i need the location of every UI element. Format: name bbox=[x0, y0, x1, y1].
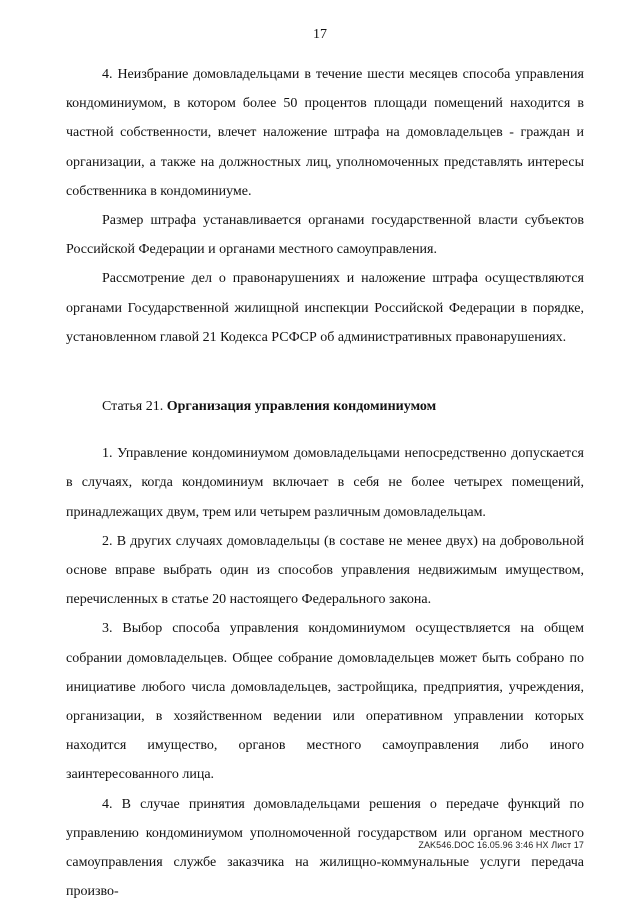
article-heading bbox=[66, 392, 584, 421]
paragraph: 2. В других случаях домовладельцы (в составе не менее двух) на добровольной основе вправе выбрать один из способов управления недвижимым имуществом, перечисленных в статье 20 настоящего Федерального закона. bbox=[66, 533, 584, 608]
paragraph: 4. В случае принятия домовладельцами решения о передаче функций по управлению кондоминиумом уполномоченной государством или органом местного самоуправления службе заказчика на жилищно-коммунальные услуги передача произво- bbox=[66, 796, 584, 900]
paragraph: 3. Выбор способа управления кондоминиумом осуществляется на общем собрании домовладельцев. Общее собрание домовладельцев может быть собрано по инициативе любого числа домовладельцев, застройщика, предприятия, учреждения, организации, в хозяйственном ведении или оперативном управлении которых находится имущество, органов местного самоуправления либо иного заинтересованного лица. bbox=[66, 621, 584, 783]
paragraph: 1. Управление кондоминиумом домовладельцами непосредственно допускается в случаях, когда кондоминиум включает в себя не более четырех помещений, принадлежащих двум, трем или четырем различным домовладельцам. bbox=[66, 446, 584, 520]
article-title: Организация управления кондоминиумом bbox=[166, 399, 437, 415]
paragraph: Рассмотрение дел о правонарушениях и наложение штрафа осуществляются органами Государственной жилищной инспекции Российской Федерации в порядке, установленном главой 21 Кодекса РСФСР об административных правонарушениях. bbox=[66, 271, 584, 345]
page-number: 17 bbox=[313, 27, 327, 42]
page-footer: ZAK546.DOC 16.05.96 3:46 НХ Лист 17 bbox=[418, 840, 584, 850]
paragraph: Размер штрафа устанавливается органами государственной власти субъектов Российской Федерации и органами местного самоуправления. bbox=[66, 213, 584, 258]
paragraph: 4. Неизбрание домовладельцами в течение шести месяцев способа управления кондоминиумом, в котором более 50 процентов площади помещений находится в частной собственности, влечет наложение штрафа на домовладельцев - граждан и организации, а также на должностных лиц, уполномоченных представлять интересы собственника в кондоминиуме. bbox=[66, 67, 584, 199]
article-prefix: Статья 21. bbox=[102, 399, 164, 415]
document-body bbox=[66, 60, 584, 906]
